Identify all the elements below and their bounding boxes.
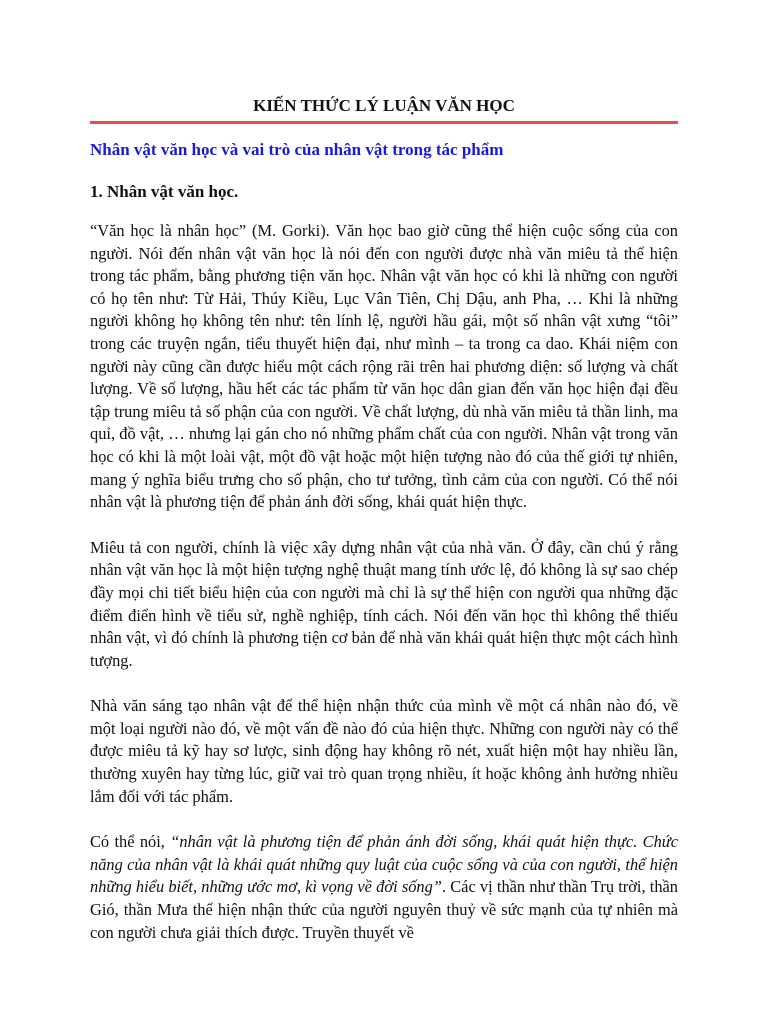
paragraph-1: “Văn học là nhân học” (M. Gorki). Văn học bao giờ cũng thể hiện cuộc sống của con người. Nói đến nhân vật văn học là nói đến con người được nhà văn miêu tả thể hiện trong tác phẩm, bằng phương tiện văn học. Nhân vật văn học có khi là những con người có họ tên như: Từ Hải, Thúy Kiều, Lục Vân Tiên, Chị Dậu, anh Pha, … Khi là những người không họ không tên như: tên lính lệ, người hầu gái, một số nhân vật xưng “tôi” trong các truyện ngắn, tiểu thuyết hiện đại, như mình – ta trong ca dao. Khái niệm con người này cũng cần được hiểu một cách rộng rãi trên hai phương diện: số lượng và chất lượng. Về số lượng, hầu hết các tác phẩm từ văn học dân gian đến văn học hiện đại đều tập trung miêu tả số phận của con người. Về chất lượng, dù nhà văn miêu tả thần linh, ma quỉ, đồ vật, … nhưng lại gán cho nó những phẩm chất của con người. Nhân vật trong văn học có khi là một loài vật, một đồ vật hoặc một hiện tượng nào đó của thế giới tự nhiên, mang ý nghĩa biểu trưng cho số phận, cho tư tưởng, tình cảm của con người. Có thể nói nhân vật là phương tiện để phản ánh đời sống, khái quát hiện thực. [90,221,678,512]
document-page [90,0,678,1024]
paragraph-4-rest: . Các vị thần như thần Trụ trời, thần Gió, thần Mưa thể hiện nhận thức của người nguyên thuỷ về sức mạnh của tự nhiên mà con người chưa giải thích được. Truyền thuyết về [90,877,678,942]
paragraph-3: Nhà văn sáng tạo nhân vật để thể hiện nhận thức của mình về một cá nhân nào đó, về một loại người nào đó, về một vấn đề nào đó của hiện thực. Những con người này có thể được miêu tả kỹ hay sơ lược, sinh động hay không rõ nét, xuất hiện một hay nhiều lần, thường xuyên hay từng lúc, giữ vai trò quan trọng nhiều, ít hoặc không ảnh hưởng nhiều lắm đối với tác phẩm. [90,696,678,806]
paragraph-2: Miêu tả con người, chính là việc xây dựng nhân vật của nhà văn. Ở đây, cần chú ý rằng nhân vật văn học là một hiện tượng nghệ thuật mang tính ước lệ, đó không là sự sao chép đầy mọi chi tiết biểu hiện của con người mà chỉ là sự thể hiện con người qua những đặc điểm điển hình về tiểu sử, nghề nghiệp, tính cách. Nói đến văn học thì không thể thiếu nhân vật, vì đó chính là phương tiện cơ bản để nhà văn khái quát hiện thực một cách hình tượng. [90,537,678,670]
document-subtitle: Nhân vật văn học và vai trò của nhân vật trong tác phẩm [90,140,504,159]
document-title: KIẾN THỨC LÝ LUẬN VĂN HỌC [253,96,515,115]
paragraph-4-italic-quote: “nhân vật là phương tiện để phản ánh đời sống, khái quát hiện thực. Chức năng của nhân vật là khái quát những quy luật của cuộc sống và của con người, thể hiện những hiểu biết, những ước mơ, kì vọng về đời sống” [90,832,678,897]
title-underline-rule [90,121,678,124]
paragraph-4-lead: Có thể nói, [90,832,171,852]
section-heading: 1. Nhân vật văn học. [90,182,239,201]
paragraph-4 [90,831,678,944]
